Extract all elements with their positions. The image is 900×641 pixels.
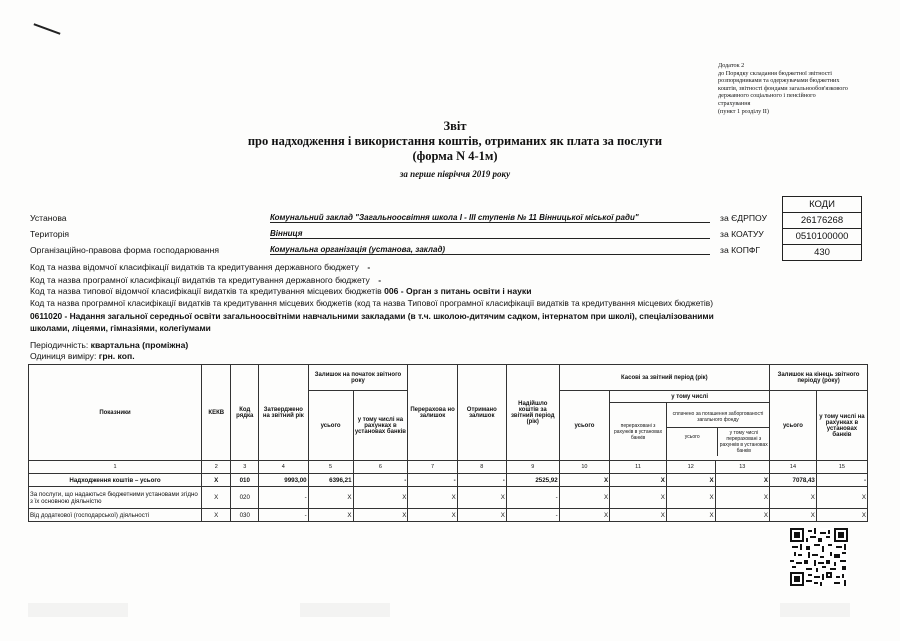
title-line-2: про надходження і використання коштів, отриманих як плата за послуги — [247, 134, 663, 148]
appendix-note — [718, 62, 888, 115]
qr-code — [790, 528, 848, 586]
kopfg-label: за КОПФГ — [720, 245, 761, 255]
appendix-line: (пункт 1 розділу II) — [718, 107, 769, 115]
koatuu-code: 0510100000 — [783, 229, 862, 245]
header-end-total: усього — [770, 391, 817, 461]
header-balance-start: Залишок на початок звітного року — [308, 365, 408, 391]
appendix-line: коштів, звітності фондами загальнообов'язкового — [718, 84, 848, 92]
kopfg-code: 430 — [783, 245, 862, 261]
header-start-incl-bank: у тому числі на рахунках в установах банків — [353, 391, 408, 461]
header-start-total: усього — [308, 391, 353, 461]
appendix-line: до Порядку складання бюджетної звітності — [718, 69, 832, 77]
periodicity: Періодичність: квартальна (проміжна) — [30, 340, 189, 350]
classification-line-2: Код та назва програмної класифікації видатків та кредитування державного бюджету - — [30, 275, 382, 285]
header-kekv: КЕКВ — [202, 365, 231, 461]
appendix-line: страхування — [718, 99, 751, 107]
classification-line-1: Код та назва відомчої класифікації видатків та кредитування державного бюджету - — [30, 262, 371, 272]
institution-value: Комунальний заклад "Загальноосвітня школа І - ІІІ ступенів № 11 Вінницької міської ради" — [270, 213, 710, 223]
codes-header: КОДИ — [783, 197, 862, 213]
footer-smudge — [300, 603, 390, 617]
column-numbers-row: 1 2 3 4 5 6 7 8 9 10 11 12 13 14 15 — [29, 461, 868, 474]
header-balance-end: Залишок на кінець звітного періоду (року) — [770, 365, 868, 391]
legal-form-value: Комунальна організація (установа, заклад) — [270, 245, 710, 255]
title-line-3: (форма N 4-1м) — [412, 149, 498, 163]
header-receipts: Надійшло коштів за звітний період (рік) — [506, 365, 559, 461]
footer-smudge — [28, 603, 128, 617]
unit-of-measure: Одиниця виміру: грн. коп. — [30, 351, 135, 361]
institution-label: Установа — [30, 213, 67, 223]
header-indicators: Показники — [29, 365, 202, 461]
footer-smudge — [780, 603, 850, 617]
territory-value: Вінниця — [270, 229, 710, 239]
pen-mark — [34, 23, 61, 34]
header-cash-incl: у тому числі — [610, 391, 770, 403]
main-table — [28, 364, 868, 522]
edrpou-label: за ЄДРПОУ — [720, 213, 767, 223]
table-row: Від додаткової (господарської) діяльності X 030 - X X X X - X X X X X X — [29, 509, 868, 522]
header-repaid: сплачено за погашення заборгованості загального фонду усього у тому числі перераховані з рахунків в установах банків — [666, 403, 769, 461]
territory-label: Територія — [30, 229, 70, 239]
header-end-incl-bank: у тому числі на рахунках в установах банків — [816, 391, 867, 461]
codes-table — [782, 196, 862, 261]
header-row-code: Код рядка — [231, 365, 259, 461]
classification-line-3: Код та назва типової відомчої класифікації видатків та кредитування місцевих бюджетів 006 - Орган з питань освіти і науки — [30, 286, 532, 296]
table-row: За послуги, що надаються бюджетними установами згідно з їх основною діяльністю X 020 - X X X X - X X X X X X — [29, 487, 868, 509]
header-received: Отримано залишок — [457, 365, 506, 461]
header-recalc: Перерахова но залишок — [408, 365, 457, 461]
report-title — [230, 119, 680, 164]
header-repaid-incl: у тому числі перераховані з рахунків в установах банків — [719, 430, 768, 454]
koatuu-label: за КОАТУУ — [720, 229, 764, 239]
appendix-line: державного соціального і пенсійного — [718, 92, 816, 100]
edrpou-code: 26176268 — [783, 213, 862, 229]
classification-line-4: Код та назва програмної класифікації видатків та кредитування місцевих бюджетів (код та назва Типової програмної класифікації видатків та кредитування місцевих бюджетів) 0611020 - Надання загальної середньої освіти загальноосвітніми навчальними закладами (в т.ч. школою-дитячим садком, інтернатом при школі), спеціалізованими школами, ліцеями, гімназіями, колегіумами — [30, 298, 714, 333]
report-period: за перше півріччя 2019 року — [399, 169, 511, 179]
title-line-1: Звіт — [443, 119, 467, 133]
legal-form-label: Організаційно-правова форма господарювання — [30, 245, 220, 255]
appendix-line: розпорядниками та одержувачами бюджетних — [718, 77, 840, 85]
header-cash-total: усього — [559, 391, 609, 461]
header-cash: Касові за звітний період (рік) — [559, 365, 769, 391]
header-repaid-total: усього — [667, 428, 719, 456]
header-transferred: перераховані з рахунків в установах банків — [610, 403, 667, 461]
table-row: Надходження коштів – усього X 010 9993,00 6396,21 - - - 2525,92 X X X X 7078,43 - — [29, 474, 868, 487]
appendix-line: Додаток 2 — [718, 62, 745, 69]
header-approved: Затверджено на звітний рік — [259, 365, 309, 461]
